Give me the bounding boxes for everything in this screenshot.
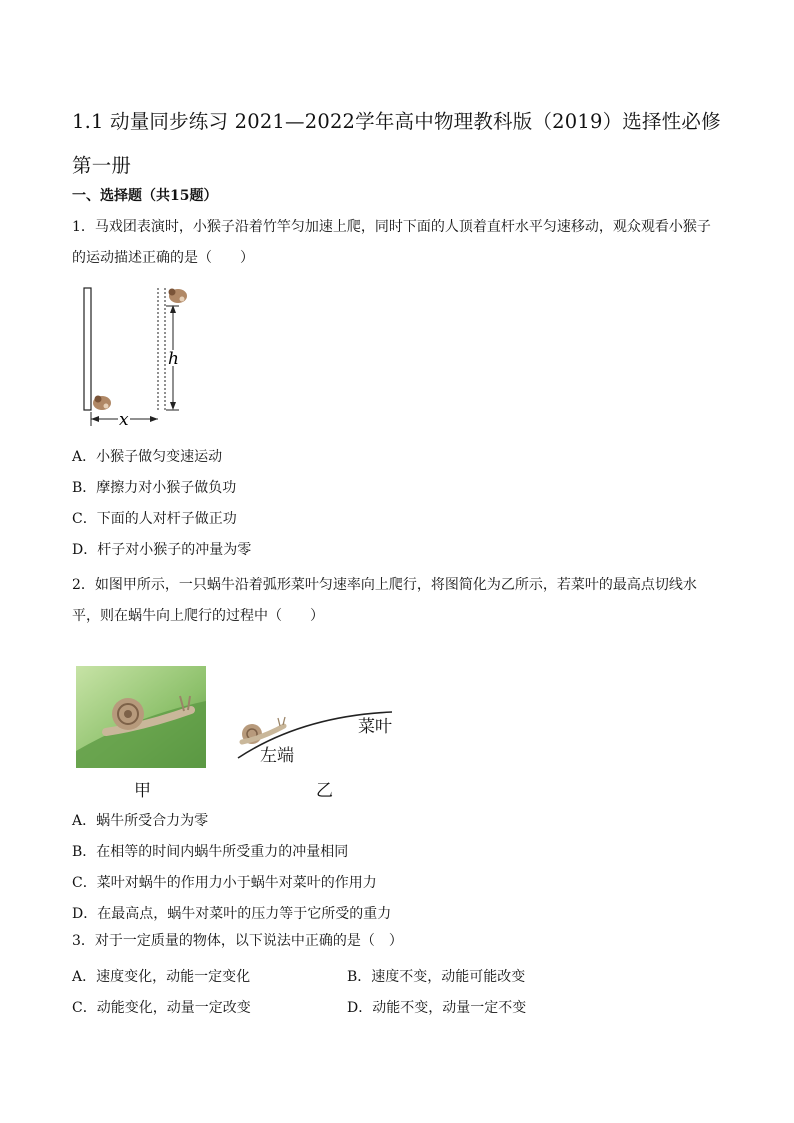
q1-option-d: D．杆子对小猴子的冲量为零 bbox=[72, 542, 252, 558]
section-heading: 一、选择题（共15题） bbox=[72, 188, 218, 204]
snail-icon bbox=[242, 717, 285, 744]
label-leaf: 菜叶 bbox=[358, 717, 392, 737]
q2-option-d: D．在最高点，蜗牛对菜叶的压力等于它所受的重力 bbox=[72, 906, 392, 922]
q1-option-c: C．下面的人对杆子做正功 bbox=[72, 511, 237, 527]
snail-photo bbox=[76, 666, 206, 768]
q3-option-a: A．速度变化，动能一定变化 bbox=[72, 969, 251, 985]
question-3-stem: 3．对于一定质量的物体，以下说法中正确的是（ ） bbox=[72, 933, 403, 949]
q2-option-c: C．菜叶对蜗牛的作用力小于蜗牛对菜叶的作用力 bbox=[72, 875, 377, 891]
q2-option-b: B．在相等的时间内蜗牛所受重力的冲量相同 bbox=[72, 844, 349, 860]
q2-option-a: A．蜗牛所受合力为零 bbox=[72, 813, 209, 829]
document-title: 1.1 动量同步练习 2021—2022学年高中物理教科版（2019）选择性必修第一册 bbox=[72, 110, 721, 177]
caption-yi: 乙 bbox=[316, 781, 333, 801]
caption-jia: 甲 bbox=[134, 781, 151, 801]
question-2-stem: 2．如图甲所示，一只蜗牛沿着弧形菜叶匀速率向上爬行，将图简化为乙所示，若菜叶的最高点切线水平，则在蜗牛向上爬行的过程中（ ） bbox=[72, 577, 697, 624]
q3-option-c: C．动能变化，动量一定改变 bbox=[72, 1000, 251, 1016]
h-label: h bbox=[168, 349, 179, 369]
monkey-top-icon bbox=[169, 289, 188, 304]
solid-pole bbox=[84, 288, 91, 410]
monkey-bottom-icon bbox=[93, 396, 111, 411]
label-left-end: 左端 bbox=[260, 746, 294, 766]
x-label: x bbox=[119, 410, 129, 430]
question-1-stem: 1．马戏团表演时，小猴子沿着竹竿匀加速上爬，同时下面的人顶着直杆水平匀速移动，观众观看小猴子的运动描述正确的是（ ） bbox=[72, 219, 711, 266]
q1-option-a: A．小猴子做匀变速运动 bbox=[72, 449, 223, 465]
q3-option-b: B．速度不变，动能可能改变 bbox=[347, 969, 526, 985]
q1-option-b: B．摩擦力对小猴子做负功 bbox=[72, 480, 237, 496]
monkey-pole-figure bbox=[78, 284, 198, 430]
q3-option-d: D．动能不变，动量一定不变 bbox=[347, 1000, 527, 1016]
